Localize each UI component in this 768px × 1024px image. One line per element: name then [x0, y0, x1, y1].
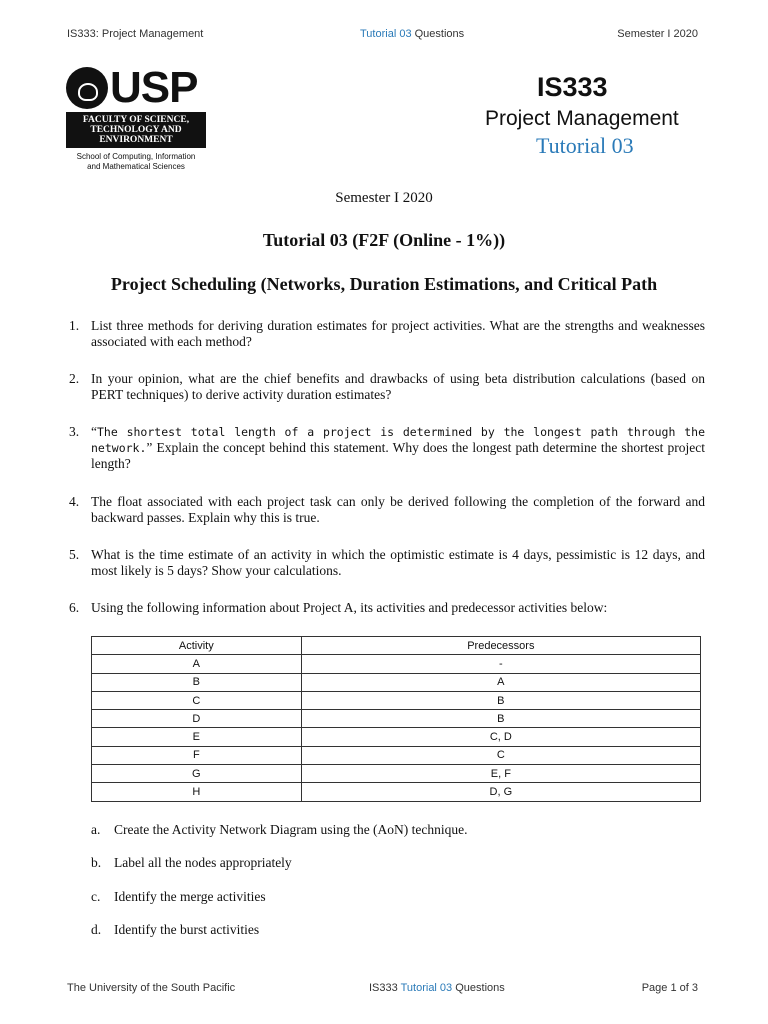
topic-heading: Project Scheduling (Networks, Duration Estimations, and Critical Path	[110, 274, 658, 294]
quote-open: “	[91, 424, 97, 439]
subquestion-b	[91, 855, 292, 871]
question-5	[69, 547, 705, 579]
question-quote: The shortest total length of a project is determined by the longest path through the network.	[91, 425, 705, 455]
header-course: IS333: Project Management	[67, 28, 204, 40]
subquestion-a	[91, 822, 468, 838]
school-line: and Mathematical Sciences	[87, 162, 185, 171]
footer-tutorial-label: Tutorial 03	[400, 982, 453, 994]
semester-line: Semester I 2020	[335, 190, 433, 206]
predecessor-cell: E, F	[301, 765, 700, 783]
course-code: IS333	[537, 72, 608, 102]
predecessor-cell: B	[301, 691, 700, 709]
activity-cell: G	[92, 765, 302, 783]
header-semester: Semester I 2020	[617, 28, 698, 40]
question-text: What is the time estimate of an activity in which the optimistic estimate is 4 days, pessimistic is 12 days, and most likely is 5 days? Show your calculations.	[91, 547, 705, 578]
question-4	[69, 494, 705, 526]
header-document-title	[360, 28, 464, 40]
footer-document-title	[369, 982, 505, 994]
subquestion-text: Identify the burst activities	[114, 922, 260, 937]
activity-cell: F	[92, 746, 302, 764]
usp-logo	[66, 63, 208, 172]
predecessor-cell: D, G	[301, 783, 700, 801]
table-row	[92, 710, 701, 728]
footer-university: The University of the South Pacific	[67, 982, 236, 994]
header-tutorial-label: Tutorial 03	[360, 28, 412, 40]
question-number: 3.	[69, 424, 80, 439]
faculty-line: ENVIRONMENT	[99, 135, 173, 145]
question-text: Explain the concept behind this statement. Why does the longest path determine the shortest project length?	[91, 440, 706, 471]
question-number: 4.	[69, 494, 80, 509]
subquestion-d	[91, 922, 259, 938]
question-3	[69, 424, 705, 472]
table-row	[92, 746, 701, 764]
table-header-row	[92, 637, 701, 655]
course-name: Project Management	[485, 107, 679, 130]
subquestion-letter: a.	[91, 822, 101, 837]
table-row	[92, 783, 701, 801]
predecessor-cell: C, D	[301, 728, 700, 746]
question-number: 1.	[69, 318, 80, 333]
subquestion-text: Label all the nodes appropriately	[114, 855, 292, 870]
question-body	[91, 424, 705, 472]
question-text: In your opinion, what are the chief benefits and drawbacks of using beta distribution calculations (based on PERT techniques) to derive activity duration estimates?	[91, 371, 705, 402]
question-1	[69, 318, 705, 350]
activity-cell: D	[92, 710, 302, 728]
usp-wordmark: USP	[110, 63, 198, 112]
faculty-banner	[66, 112, 206, 148]
footer-questions-label: Questions	[452, 982, 505, 994]
school-name	[66, 152, 206, 172]
table-row	[92, 728, 701, 746]
predecessor-cell: B	[301, 710, 700, 728]
activity-cell: A	[92, 655, 302, 673]
footer-course: IS333	[369, 982, 401, 994]
question-number: 6.	[69, 600, 80, 615]
table-row	[92, 691, 701, 709]
question-number: 2.	[69, 371, 80, 386]
question-text: Using the following information about Project A, its activities and predecessor activities below:	[91, 600, 608, 615]
header-questions-label: Questions	[411, 28, 465, 40]
subquestion-text: Identify the merge activities	[114, 889, 266, 904]
school-line: School of Computing, Information	[76, 152, 196, 161]
activity-cell: C	[92, 691, 302, 709]
question-text: The float associated with each project task can only be derived following the completion of the forward and backward passes. Explain why this is true.	[91, 494, 705, 525]
table-row	[92, 655, 701, 673]
question-text: List three methods for deriving duration estimates for project activities. What are the strengths and weaknesses associated with each method?	[91, 318, 705, 349]
activity-cell: E	[92, 728, 302, 746]
quote-close: ”	[146, 440, 153, 455]
faculty-line: FACULTY OF SCIENCE,	[82, 115, 190, 125]
predecessor-table	[91, 636, 701, 802]
question-6	[69, 600, 705, 616]
column-header-activity: Activity	[92, 637, 302, 655]
usp-seal-icon	[66, 67, 108, 109]
predecessor-cell: C	[301, 746, 700, 764]
table-row	[92, 765, 701, 783]
question-2	[69, 371, 705, 403]
question-number: 5.	[69, 547, 80, 562]
column-header-predecessors: Predecessors	[301, 637, 700, 655]
footer-page-number: Page 1 of 3	[641, 982, 698, 994]
subquestion-text: Create the Activity Network Diagram using the (AoN) technique.	[114, 822, 468, 837]
activity-cell: B	[92, 673, 302, 691]
table-row	[92, 673, 701, 691]
activity-cell: H	[92, 783, 302, 801]
subquestion-letter: b.	[91, 855, 102, 870]
faculty-line: TECHNOLOGY AND	[90, 125, 182, 135]
subquestion-letter: d.	[91, 922, 102, 937]
subquestion-c	[91, 889, 266, 905]
tutorial-title: Tutorial 03	[536, 133, 634, 158]
predecessor-cell: A	[301, 673, 700, 691]
predecessor-cell: -	[301, 655, 700, 673]
tutorial-heading: Tutorial 03 (F2F (Online - 1%))	[262, 230, 506, 250]
title-block	[485, 72, 679, 159]
subquestion-letter: c.	[91, 889, 101, 904]
